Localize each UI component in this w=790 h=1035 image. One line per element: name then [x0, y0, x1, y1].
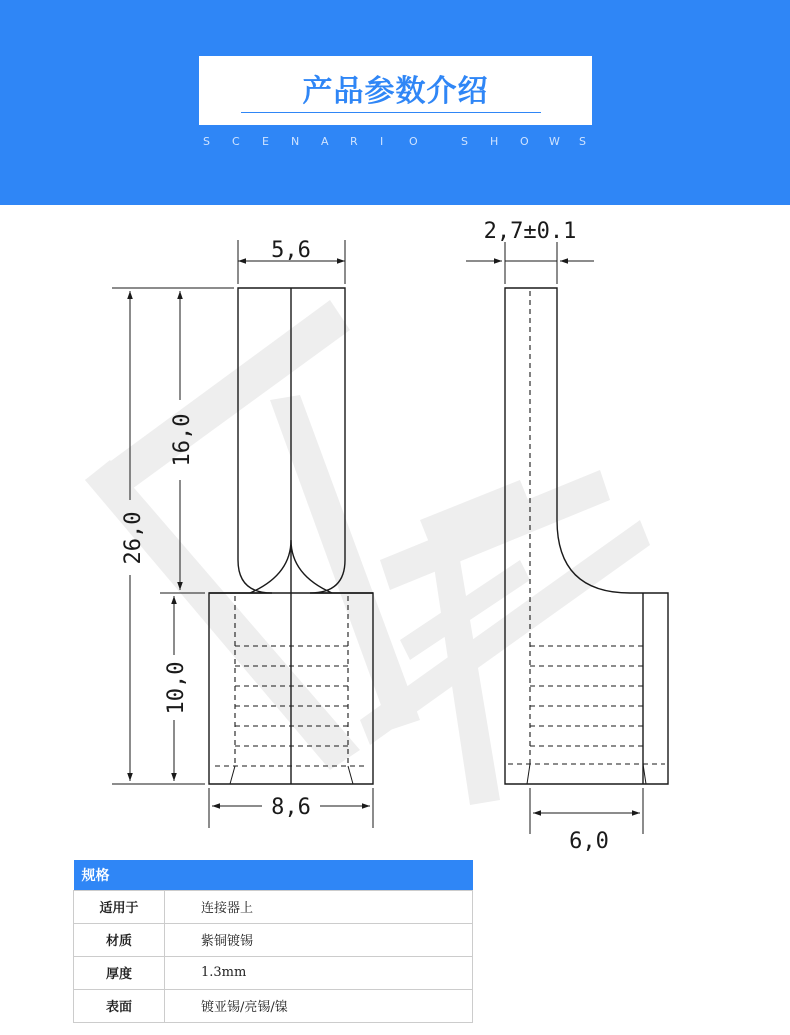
subtitle-letter: S	[461, 135, 468, 148]
subtitle-letter: H	[490, 135, 499, 148]
dim-barrel-length: 10,0	[164, 661, 189, 715]
spec-table	[73, 860, 473, 1023]
header-banner	[0, 0, 790, 205]
dim-barrel-depth: 6,0	[569, 829, 609, 854]
spec-value: 1.3mm	[165, 956, 473, 989]
subtitle-letter: R	[350, 135, 358, 148]
subtitle-letter: A	[321, 135, 329, 148]
dim-width-top: 5,6	[271, 238, 311, 263]
spec-value: 镀亚锡/亮锡/镍	[165, 989, 473, 1022]
spec-header: 规格	[81, 867, 110, 884]
subtitle-letter: I	[380, 135, 384, 148]
dim-total-length: 26,0	[121, 511, 146, 565]
title-underline	[241, 112, 541, 113]
watermark	[85, 300, 650, 805]
spec-key: 材质	[74, 923, 165, 956]
subtitle	[199, 135, 599, 149]
spec-value: 连接器上	[165, 890, 473, 923]
technical-drawing	[0, 205, 790, 855]
spec-value: 紫铜镀锡	[165, 923, 473, 956]
page-title: 产品参数介绍	[302, 74, 489, 109]
dim-width-bottom: 8,6	[271, 795, 311, 820]
subtitle-letter: S	[203, 135, 210, 148]
dim-thickness: 2,7±0.1	[483, 219, 577, 244]
subtitle-letter: W	[549, 135, 560, 148]
subtitle-letter: E	[262, 135, 269, 148]
table-row	[74, 989, 473, 1022]
spec-key: 厚度	[74, 956, 165, 989]
table-row	[74, 956, 473, 989]
subtitle-letter: C	[232, 135, 240, 148]
subtitle-letter: N	[291, 135, 300, 148]
subtitle-letter: O	[409, 135, 418, 148]
table-row	[74, 890, 473, 923]
spec-key: 表面	[74, 989, 165, 1022]
table-row	[74, 923, 473, 956]
subtitle-letter: S	[579, 135, 586, 148]
dim-pin-length: 16,0	[170, 413, 195, 467]
spec-header-row	[74, 860, 473, 890]
subtitle-letter: O	[520, 135, 529, 148]
spec-key: 适用于	[74, 890, 165, 923]
title-box	[199, 56, 592, 125]
